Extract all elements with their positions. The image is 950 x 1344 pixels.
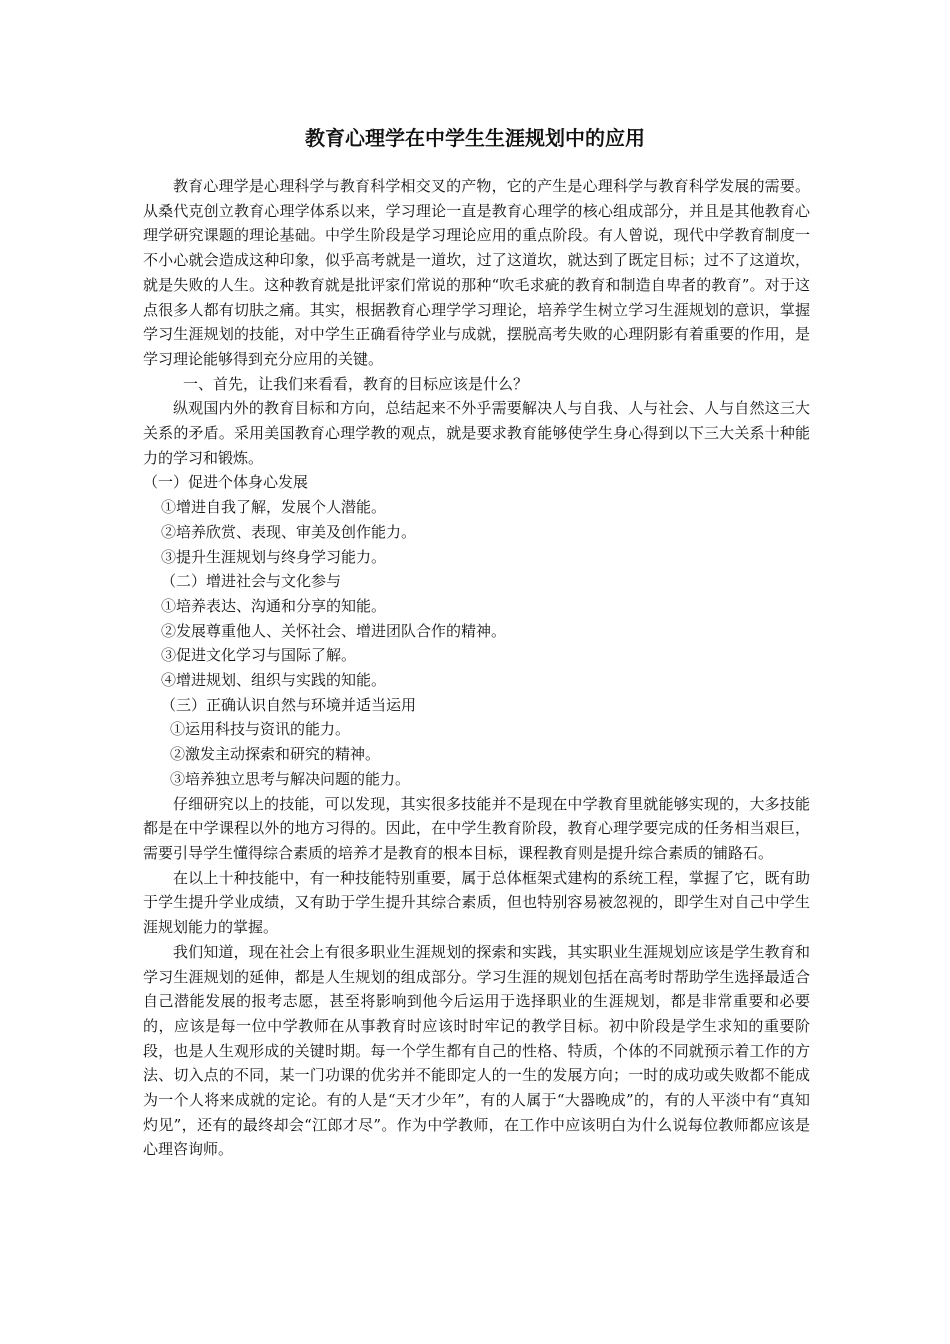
list-item: ③培养独立思考与解决问题的能力。: [170, 769, 411, 788]
career-paragraph: 我们知道，现在社会上有很多职业生涯规划的探索和实践，其实职业生涯规划应该是学生教育和学习生涯规划的延伸，都是人生规划的组成部分。学习生涯的规划包括在高考时帮助学生选择最适合自己潜能发展的报考志愿，甚至将影响到他今后运用于选择职业的生涯规划，都是非常重要和必要的，应该是每一位中学教师在从事教育时应该时时牢记的教学目标。初中阶段是学生求知的重要阶段，也是人生观形成的关键时期。每一个学生都有自己的性格、特质，个体的不同就预示着工作的方法、切入点的不同，某一门功课的优劣并不能即定人的一生的发展方向；一时的成功或失败都不能成为一个人将来成就的定论。有的人是“天才少年”，有的人属于“大器晚成”的，有的人平淡中有“真知灼见”，还有的最终却会“江郎才尽”。作为中学教师，在工作中应该明白为什么说每位教师都应该是心理咨询师。: [143, 942, 810, 1159]
list-item: ②培养欣赏、表现、审美及创作能力。: [161, 522, 417, 541]
list-item: ②激发主动探索和研究的精神。: [170, 745, 381, 764]
skills-paragraph: 仔细研究以上的技能，可以发现，其实很多技能并不是现在中学教育里就能够实现的，大多技能都是在中学课程以外的地方习得的。因此，在中学生教育阶段，教育心理学要完成的任务相当艰巨，需要引导学生懂得综合素质的培养才是教育的根本目标，课程教育则是提升综合素质的铺路石。: [143, 794, 810, 862]
list-item: ①培养表达、沟通和分享的知能。: [161, 596, 387, 615]
list-item: ①增进自我了解，发展个人潜能。: [161, 498, 387, 517]
list-item: ②发展尊重他人、关怀社会、增进团队合作的精神。: [161, 621, 507, 640]
list-item: ③促进文化学习与国际了解。: [161, 646, 357, 665]
document-body: [143, 174, 810, 1162]
group-heading: （二）增进社会与文化参与: [161, 572, 342, 591]
group-heading: （一）促进个体身心发展: [143, 473, 309, 492]
group-heading: （三）正确认识自然与环境并适当运用: [161, 695, 417, 714]
list-item: ①运用科技与资讯的能力。: [170, 720, 351, 739]
document-title: 教育心理学在中学生生涯规划中的应用: [305, 126, 645, 150]
section-heading: 一、首先，让我们来看看，教育的目标应该是什么？: [183, 374, 529, 393]
list-item: ③提升生涯规划与终身学习能力。: [161, 547, 387, 566]
section-paragraph: 纵观国内外的教育目标和方向，总结起来不外乎需要解决人与自我、人与社会、人与自然这三大关系的矛盾。采用美国教育心理学教的观点，就是要求教育能够使学生身心得到以下三大关系十种能力的学习和锻炼。: [143, 399, 810, 467]
intro-paragraph: 教育心理学是心理科学与教育科学相交叉的产物，它的产生是心理科学与教育科学发展的需要。从桑代克创立教育心理学体系以来，学习理论一直是教育心理学的核心组成部分，并且是其他教育心理学研究课题的理论基础。中学生阶段是学习理论应用的重点阶段。有人曾说，现代中学教育制度一不小心就会造成这种印象，似乎高考就是一道坎，过了这道坎，就达到了既定目标；过不了这道坎，就是失败的人生。这种教育就是批评家们常说的那种“吹毛求疵的教育和制造自卑者的教育”。对于这点很多人都有切肤之痛。其实，根据教育心理学学习理论，培养学生树立学习生涯规划的意识，掌握学习生涯规划的技能，对中学生正确看待学业与成就，摆脱高考失败的心理阴影有着重要的作用，是学习理论能够得到充分应用的关键。: [143, 177, 810, 368]
list-item: ④增进规划、组织与实践的知能。: [161, 671, 387, 690]
key-skill-paragraph: 在以上十种技能中，有一种技能特别重要，属于总体框架式建构的系统工程，掌握了它，既有助于学生提升学业成绩，又有助于学生提升其综合素质，但也特别容易被忽视的，即学生对自己中学生涯规划能力的掌握。: [143, 868, 810, 937]
